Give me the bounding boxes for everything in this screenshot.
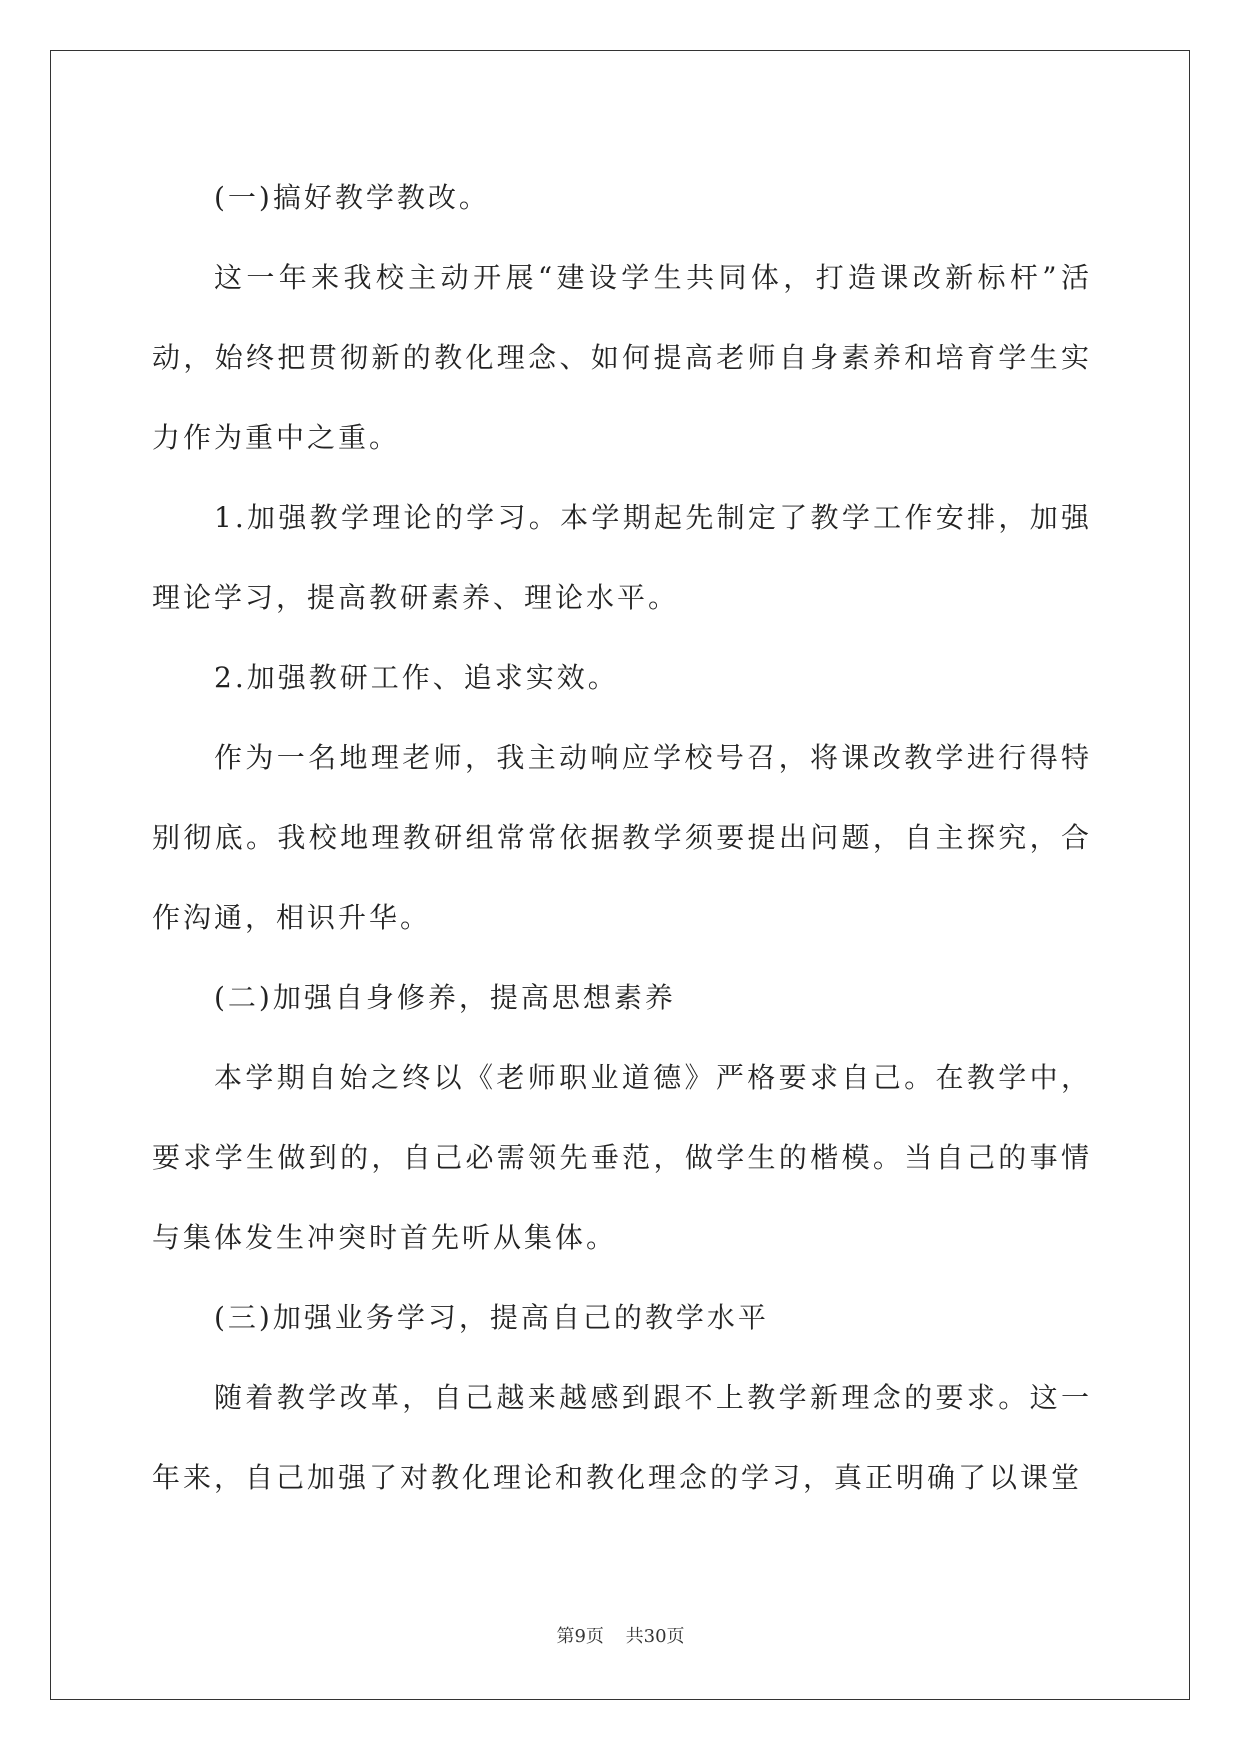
body-paragraph: 作为一名地理老师，我主动响应学校号召，将课改教学进行得特别彻底。我校地理教研组常常依据教学须要提出问题，自主探究，合作沟通，相识升华。	[152, 741, 1092, 934]
body-paragraph: 1.加强教学理论的学习。本学期起先制定了教学工作安排，加强理论学习，提高教研素养、理论水平。	[152, 501, 1092, 614]
total-pages-label: 共30页	[625, 1626, 685, 1647]
document-body	[152, 158, 1092, 1518]
heading-section-3: (三)加强业务学习，提高自己的教学水平	[214, 1301, 769, 1334]
body-paragraph: 本学期自始之终以《老师职业道德》严格要求自己。在教学中，要求学生做到的，自己必需领先垂范，做学生的楷模。当自己的事情与集体发生冲突时首先听从集体。	[152, 1061, 1092, 1254]
heading-section-1: (一)搞好教学教改。	[214, 181, 490, 214]
current-page-label: 第9页	[556, 1626, 604, 1647]
body-paragraph: 随着教学改革，自己越来越感到跟不上教学新理念的要求。这一年来，自己加强了对教化理论和教化理念的学习，真正明确了以课堂	[152, 1381, 1092, 1494]
heading-section-2: (二)加强自身修养，提高思想素养	[214, 981, 676, 1014]
body-paragraph: 2.加强教研工作、追求实效。	[214, 661, 619, 694]
page-footer	[0, 1622, 1241, 1648]
body-paragraph: 这一年来我校主动开展“建设学生共同体，打造课改新标杆”活动，始终把贯彻新的教化理念、如何提高老师自身素养和培育学生实力作为重中之重。	[152, 261, 1092, 454]
